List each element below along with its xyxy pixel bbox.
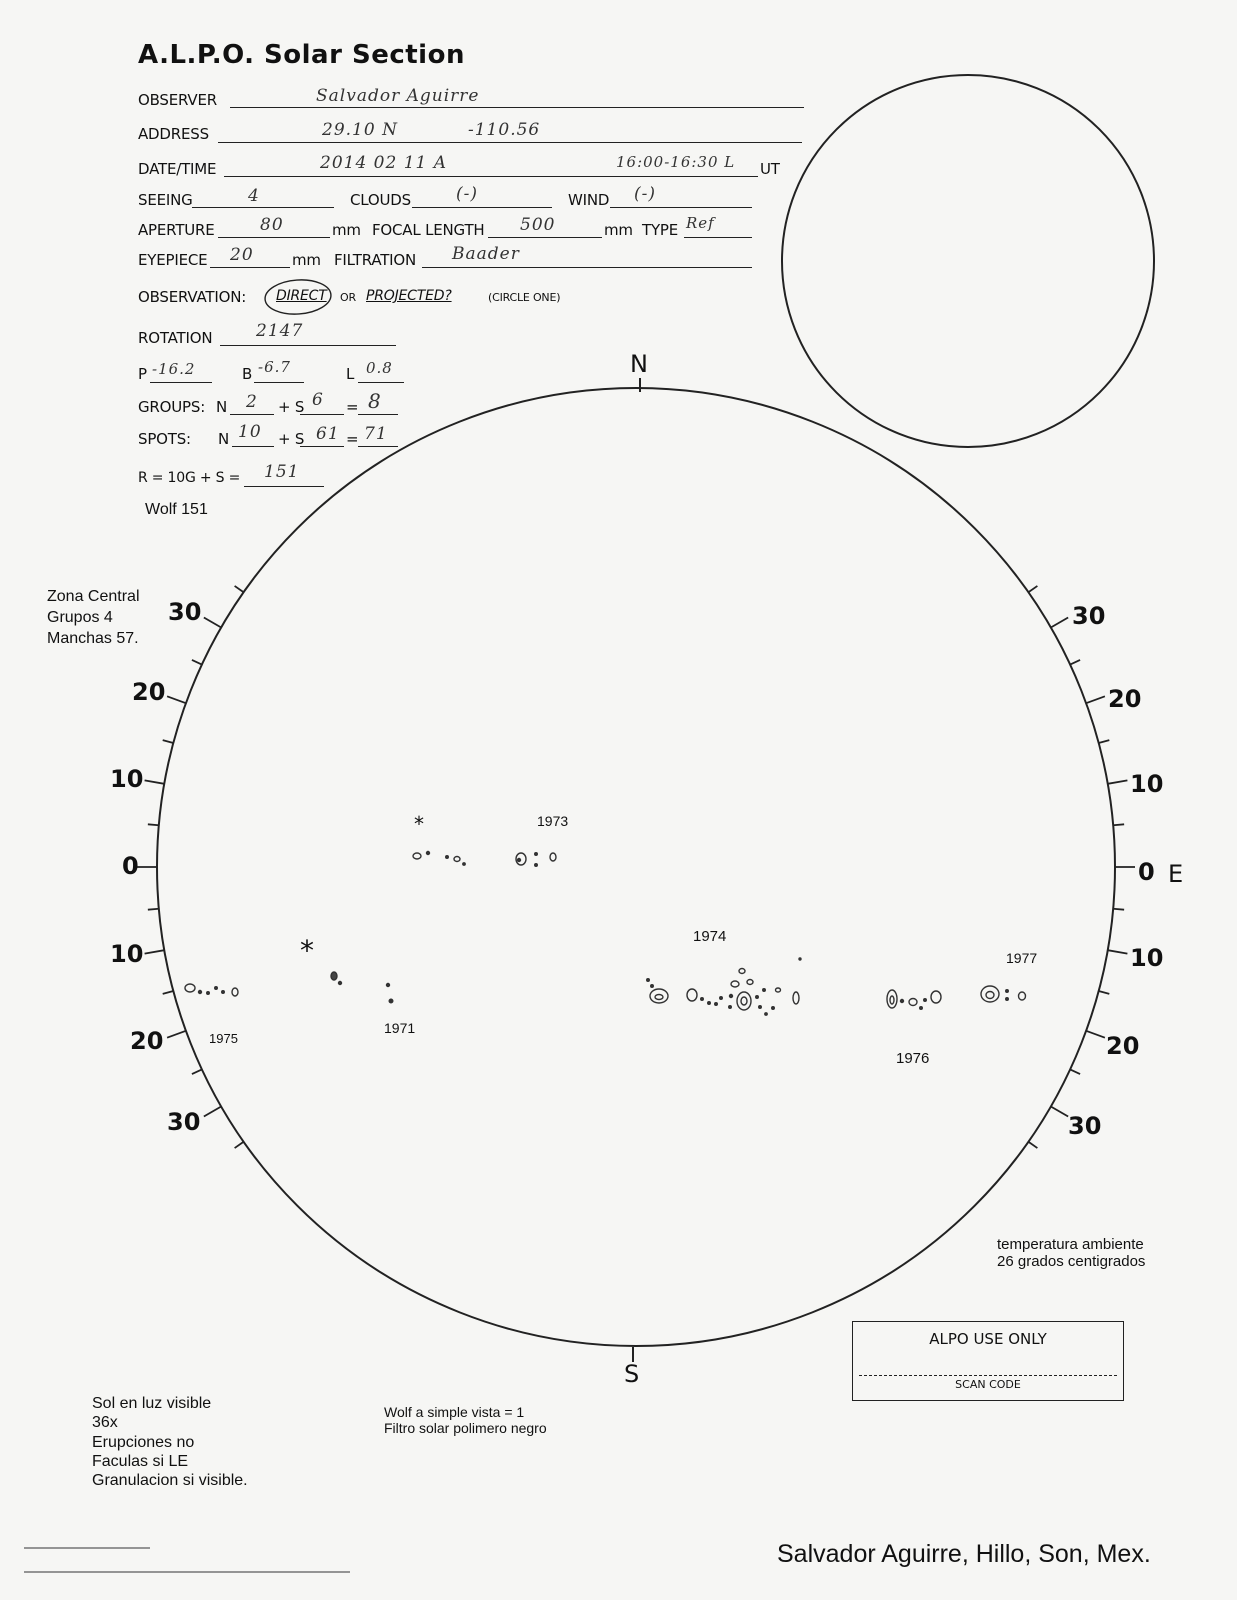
lat-right-20s: 20 (1106, 1032, 1140, 1060)
address-label: ADDRESS (138, 125, 209, 143)
r-label: R = 10G + S = (138, 470, 241, 486)
filtration-line (422, 267, 752, 268)
group-1976-spots (887, 990, 941, 1009)
l-label: L (346, 365, 355, 383)
group-label-1975: 1975 (209, 1031, 238, 1046)
circle-one-note: (CIRCLE ONE) (488, 291, 561, 304)
limb-tick (1099, 991, 1110, 994)
limb-tick (1070, 1069, 1080, 1074)
address-lon: -110.56 (468, 120, 541, 140)
b-label: B (242, 365, 253, 383)
limb-tick (145, 780, 165, 783)
seeing-value: 4 (248, 186, 260, 206)
wind-label: WIND (568, 191, 610, 209)
eyepiece-label: EYEPIECE (138, 251, 208, 269)
lat-right-20n: 20 (1108, 685, 1142, 713)
p-line (150, 382, 212, 383)
groups-total-value: 8 (368, 389, 382, 413)
lat-right-10n: 10 (1130, 770, 1164, 798)
type-label: TYPE (642, 221, 679, 239)
sol-note-line1: Sol en luz visible (92, 1395, 212, 1412)
spots-s-label: + S (278, 430, 305, 448)
r-line (244, 486, 324, 487)
b-value: -6.7 (258, 358, 291, 376)
lat-right-30n: 30 (1072, 602, 1106, 630)
l-line (358, 382, 404, 383)
spots-s-value: 61 (316, 424, 340, 444)
date-value: 2014 02 11 A (320, 153, 448, 173)
r-value: 151 (264, 462, 300, 482)
focal-length-label: FOCAL LENGTH (372, 221, 485, 239)
limb-tick (1113, 824, 1124, 825)
zona-central-line3: Manchas 57. (47, 630, 139, 647)
aperture-line (218, 237, 330, 238)
limb-tick (1108, 780, 1128, 783)
focal-mm-label: mm (604, 221, 633, 239)
group-label-1974: 1974 (693, 928, 727, 945)
observer-line (230, 107, 804, 108)
groups-s-label: + S (278, 398, 305, 416)
clouds-value: (-) (456, 184, 479, 204)
group-label-1976: 1976 (896, 1050, 930, 1067)
address-line (218, 142, 802, 143)
wolf-simple-line2: Filtro solar polimero negro (384, 1420, 547, 1436)
rotation-label: ROTATION (138, 329, 213, 347)
lat-left-30n: 30 (168, 598, 202, 626)
limb-tick (1113, 909, 1124, 910)
clouds-label: CLOUDS (350, 191, 411, 209)
spots-s-line (300, 446, 344, 447)
observer-credit: Salvador Aguirre, Hillo, Son, Mex. (777, 1540, 1151, 1568)
limb-tick (163, 740, 174, 743)
clouds-line (412, 207, 552, 208)
lat-left-10s: 10 (110, 940, 144, 968)
lat-left-20n: 20 (132, 678, 166, 706)
temperature-line2: 26 grados centigrados (997, 1253, 1146, 1270)
alpo-use-only-title: ALPO USE ONLY (929, 1330, 1047, 1348)
eyepiece-line (210, 267, 290, 268)
projected-option: PROJECTED? (366, 288, 452, 304)
groups-eq-label: = (346, 398, 359, 416)
group-1977-spots (981, 986, 1026, 1002)
group-1975-spots (185, 984, 238, 996)
star-mark-2: * (300, 934, 314, 967)
wolf-simple-line1: Wolf a simple vista = 1 (384, 1404, 525, 1420)
eyepiece-value: 20 (230, 245, 254, 265)
south-label: S (624, 1360, 640, 1388)
spots-eq-label: = (346, 430, 359, 448)
scan-code-dashed-line (859, 1375, 1117, 1376)
group-1974-spots (647, 969, 799, 1016)
limb-tick (148, 824, 159, 825)
l-value: 0.8 (366, 359, 393, 377)
eyepiece-mm-label: mm (292, 251, 321, 269)
limb-tick (204, 1107, 221, 1117)
east-label: E (1168, 860, 1184, 888)
group-label-1977: 1977 (1006, 950, 1038, 966)
limb-tick (1028, 586, 1037, 592)
groups-s-line (300, 414, 344, 415)
group-label-1971: 1971 (384, 1020, 416, 1036)
spots-n-label: N (218, 430, 230, 448)
latitude-ticks (137, 586, 1135, 1148)
sol-note-line2: 36x (92, 1414, 118, 1431)
limb-tick (1070, 660, 1080, 665)
groups-n-label: N (216, 398, 228, 416)
limb-tick (1028, 1142, 1037, 1148)
aperture-value: 80 (260, 215, 284, 235)
alpo-use-only-box (852, 1321, 1124, 1401)
spots-n-value: 10 (238, 422, 262, 442)
groups-total-line (358, 414, 398, 415)
seeing-line (192, 207, 334, 208)
type-value: Ref (686, 214, 715, 232)
rotation-value: 2147 (256, 321, 304, 341)
sol-note-line3: Erupciones no (92, 1434, 195, 1451)
lat-right-10s: 10 (1130, 944, 1164, 972)
p-label: P (138, 365, 147, 383)
limb-tick (148, 909, 159, 910)
spots-n-line (232, 446, 274, 447)
filtration-label: FILTRATION (334, 251, 417, 269)
groups-n-value: 2 (246, 392, 258, 412)
zona-central-line1: Zona Central (47, 588, 140, 605)
datetime-line (224, 176, 758, 177)
sol-note-line5: Granulacion si visible. (92, 1472, 248, 1489)
b-line (254, 382, 304, 383)
p-value: -16.2 (152, 360, 196, 378)
scan-code-label: SCAN CODE (955, 1378, 1021, 1391)
lat-right-0: 0 (1138, 858, 1155, 886)
temperature-line1: temperatura ambiente (997, 1236, 1144, 1253)
limb-tick (163, 991, 174, 994)
group-1973-spots (413, 852, 556, 867)
lat-left-0: 0 (122, 852, 139, 880)
limb-tick (1086, 696, 1105, 703)
ut-label: UT (760, 160, 780, 178)
groups-s-value: 6 (312, 390, 324, 410)
aperture-label: APERTURE (138, 221, 215, 239)
limb-tick (192, 1069, 202, 1074)
solar-disk (157, 388, 1115, 1346)
limb-tick (145, 950, 165, 953)
time-value: 16:00-16:30 L (616, 153, 736, 171)
observer-label: OBSERVER (138, 91, 217, 109)
groups-label: GROUPS: (138, 398, 206, 416)
wind-line (610, 207, 752, 208)
spots-total-value: 71 (364, 424, 388, 444)
limb-tick (204, 618, 221, 628)
wolf-note: Wolf 151 (145, 501, 208, 518)
group-label-1973: 1973 (537, 813, 569, 829)
spots-label: SPOTS: (138, 430, 191, 448)
spots-total-line (358, 446, 398, 447)
wind-value: (-) (634, 184, 657, 204)
sol-note-line4: Faculas si LE (92, 1453, 189, 1470)
rotation-line (220, 345, 396, 346)
limb-tick (167, 696, 186, 703)
focal-length-line (488, 237, 602, 238)
datetime-label: DATE/TIME (138, 160, 217, 178)
limb-tick (1051, 1107, 1068, 1117)
limb-tick (192, 660, 202, 665)
groups-n-line (230, 414, 274, 415)
group-1971-spots (331, 972, 393, 1003)
zona-central-line2: Grupos 4 (47, 609, 113, 626)
orientation-circle (782, 75, 1154, 447)
seeing-label: SEEING (138, 191, 193, 209)
limb-tick (167, 1031, 186, 1038)
aperture-mm-label: mm (332, 221, 361, 239)
observer-value: Salvador Aguirre (316, 86, 480, 106)
limb-tick (1099, 740, 1110, 743)
lat-left-10n: 10 (110, 765, 144, 793)
limb-tick (1051, 618, 1068, 628)
limb-tick (235, 1142, 244, 1148)
or-label: OR (340, 291, 356, 304)
direct-option: DIRECT (276, 288, 327, 304)
lat-left-30s: 30 (167, 1108, 201, 1136)
type-line (684, 237, 752, 238)
limb-tick (235, 586, 244, 592)
star-mark-1: * (414, 812, 424, 836)
observation-label: OBSERVATION: (138, 288, 247, 306)
filtration-value: Baader (452, 244, 520, 264)
limb-tick (1108, 950, 1128, 953)
focal-length-value: 500 (520, 215, 556, 235)
lat-right-30s: 30 (1068, 1112, 1102, 1140)
limb-tick (1086, 1031, 1105, 1038)
north-label: N (630, 350, 648, 378)
address-lat: 29.10 N (322, 120, 398, 140)
lat-left-20s: 20 (130, 1027, 164, 1055)
form-title: A.L.P.O. Solar Section (138, 40, 465, 70)
